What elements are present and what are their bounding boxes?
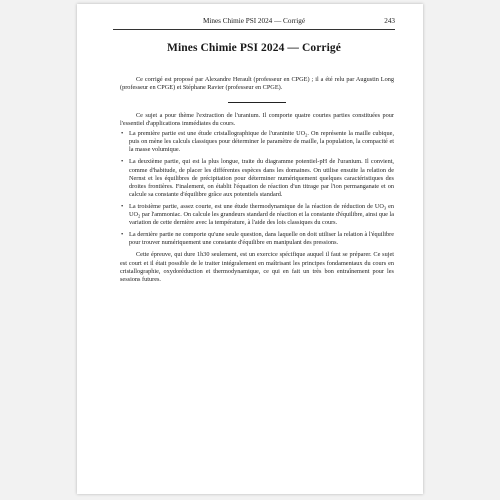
parts-list [120, 130, 394, 247]
running-title: Mines Chimie PSI 2024 — Corrigé [202, 17, 306, 25]
list-item-part-2: • La deuxième partie, qui est la plus longue, traite du diagramme potentiel-pH de l'uranium. Il convient, comme d'habitude, de placer les différentes espèces dans les domaines. On utilise ensuite la relation de Nernst et les équilibres de précipitation pour déterminer numériquement quelques caractéristiques des droites frontières. Finalement, on établit l'équation de réaction d'un titrage par l'ion permanganate et on calcule sa constante d'équilibre grâce aux potentiels standard. [121, 158, 394, 198]
list-item-part-4: • La dernière partie ne comporte qu'une seule question, dans laquelle on doit utiliser la relation à l'équilibre pour trouver numériquement une constante d'équilibre en manipulant des pressions. [121, 231, 394, 247]
credits-paragraph [120, 76, 394, 92]
document-page [77, 4, 423, 494]
page-number: 243 [384, 17, 395, 25]
bullet-icon: • [121, 158, 124, 166]
separator-rule [228, 102, 286, 103]
closing-paragraph: Cette épreuve, qui dure 1h30 seulement, est un exercice spécifique auquel il faut se préparer. Ce sujet est court et il était possible de le traiter intégralement en maîtrisant les principes fondamentaux du cours en cristallographie, oxydoréduction et thermodynamique, ce qui en fait un très bon entraînement pour les sessions futures. [120, 251, 394, 283]
list-item-part-1: • La première partie est une étude cristallographique de l'uraninite $UO_2$. On représente la maille cubique, puis on mène les calculs classiques pour déterminer le paramètre de maille, la population, la compacité et la masse volumique. [121, 130, 395, 154]
credits-text: Ce corrigé est proposé par Alexandre Herault (professeur en CPGE) ; il a été relu par Augustin Long (professeur en CPGE) et Stéphane Ravier (professeur en CPGE). [120, 76, 394, 92]
list-item-part-3: • La troisième partie, assez courte, est une étude thermodynamique de la réaction de réduction de $UO_3$ en $UO_2$ par l'ammoniac. On calcule les grandeurs standard de réaction et la constante d'équilibre, ainsi que la variation de cette dernière avec la température, à l'aide des lois classiques du cours. [121, 202, 394, 227]
bullet-icon: • [121, 202, 124, 210]
bullet-icon: • [121, 231, 124, 239]
intro-paragraph: Ce sujet a pour thème l'extraction de l'uranium. Il comporte quatre courtes parties constituées pour l'essentiel d'applications immédiates du cours. [120, 112, 394, 128]
page-title: Mines Chimie PSI 2024 — Corrigé [167, 42, 341, 54]
main-text [120, 112, 394, 284]
bullet-icon: • [121, 130, 124, 138]
running-header [113, 15, 395, 30]
